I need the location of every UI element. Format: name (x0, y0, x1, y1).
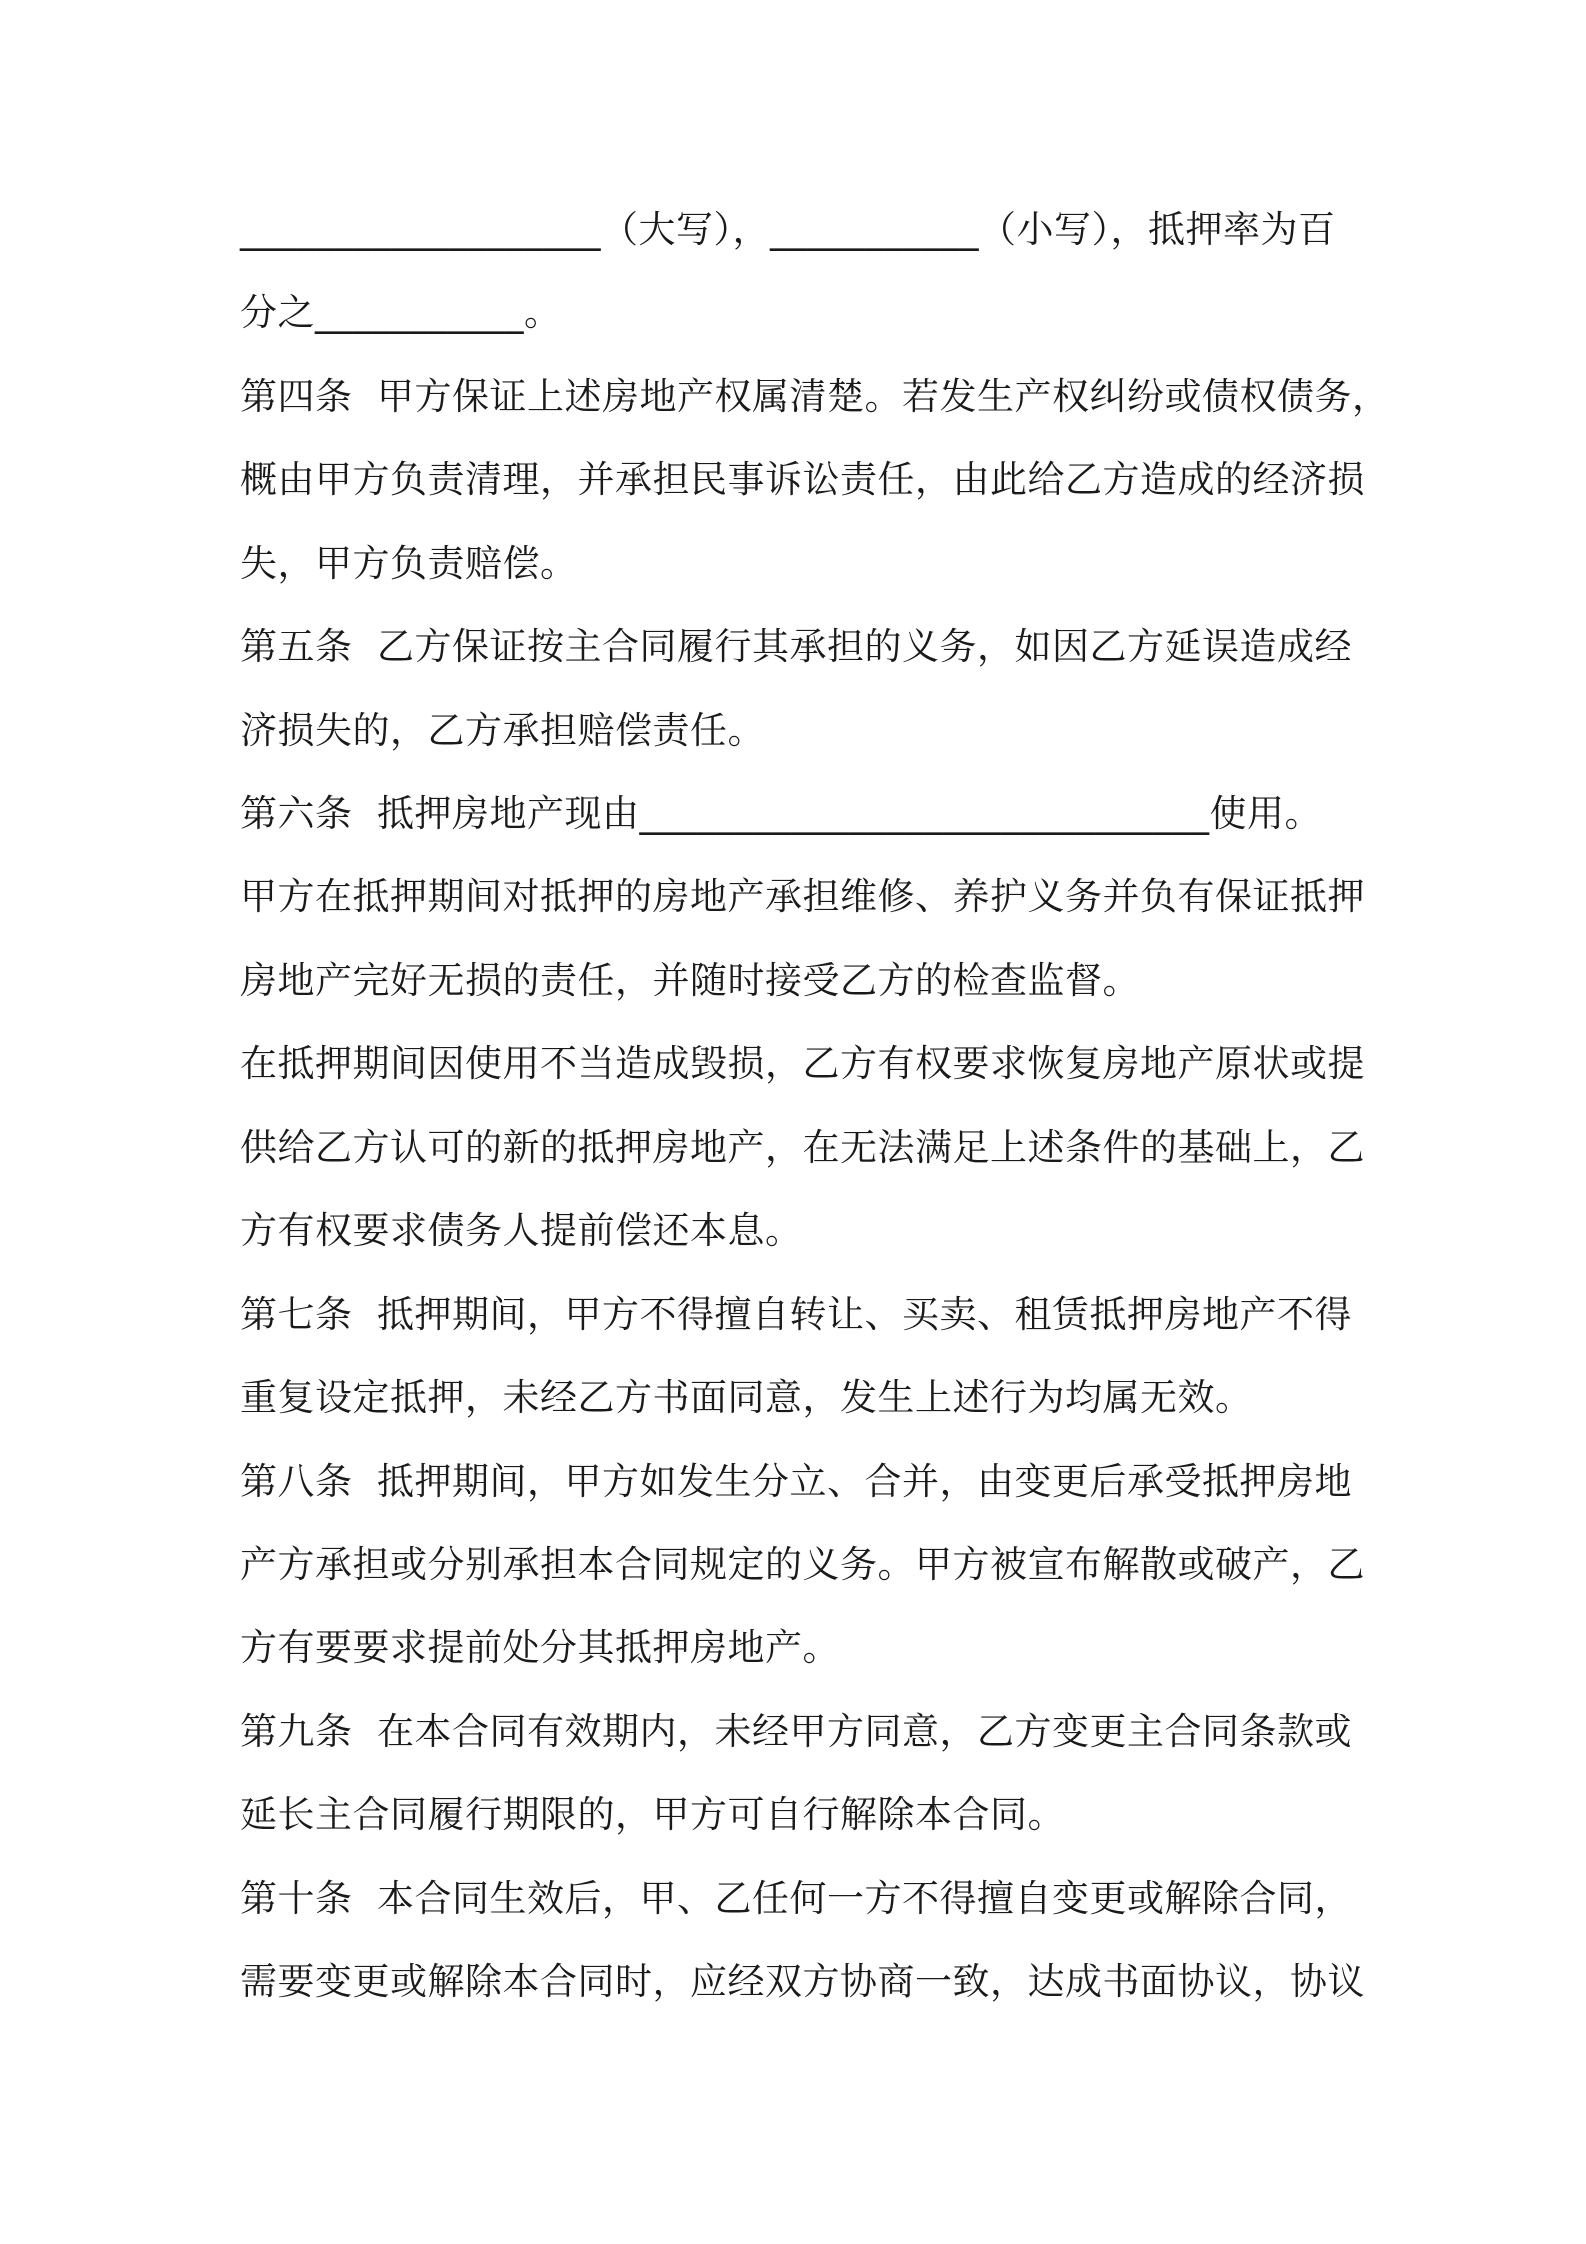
text-line: 第五条 乙方保证按主合同履行其承担的义务，如因乙方延误造成经 (240, 625, 1353, 668)
text-line: 分之___________。 (240, 291, 562, 334)
text-line: 失，甲方负责赔偿。 (240, 542, 578, 585)
text-line: 第八条 抵押期间，甲方如发生分立、合并，由变更后承受抵押房地 (240, 1460, 1353, 1503)
text-line: 供给乙方认可的新的抵押房地产，在无法满足上述条件的基础上，乙 (240, 1126, 1365, 1169)
text-line: 在抵押期间因使用不当造成毁损，乙方有权要求恢复房地产原状或提 (240, 1042, 1365, 1085)
text-line: 需要变更或解除本合同时，应经双方协商一致，达成书面协议，协议 (240, 1960, 1365, 2003)
text-line: 第四条 甲方保证上述房地产权属清楚。若发生产权纠纷或债权债务， (240, 375, 1390, 418)
text-line: 甲方在抵押期间对抵押的房地产承担维修、养护义务并负有保证抵押 (240, 875, 1365, 918)
text-line: 重复设定抵押，未经乙方书面同意，发生上述行为均属无效。 (240, 1376, 1253, 1419)
text-line: 第十条 本合同生效后，甲、乙任何一方不得擅自变更或解除合同， (240, 1877, 1353, 1920)
text-line: 方有要要求提前处分其抵押房地产。 (240, 1626, 840, 1669)
text-line: 产方承担或分别承担本合同规定的义务。甲方被宣布解散或破产，乙 (240, 1543, 1365, 1586)
text-line: 概由甲方负责清理，并承担民事诉讼责任，由此给乙方造成的经济损 (240, 458, 1365, 501)
text-line: 方有权要求债务人提前偿还本息。 (240, 1209, 803, 1252)
text-line: 济损失的，乙方承担赔偿责任。 (240, 709, 765, 752)
text-line: 第六条 抵押房地产现由______________________________使用。 (240, 792, 1323, 835)
text-line: 延长主合同履行期限的，甲方可自行解除本合同。 (240, 1793, 1065, 1836)
text-line: 第七条 抵押期间，甲方不得擅自转让、买卖、租赁抵押房地产不得 (240, 1293, 1353, 1336)
text-line: ___________________（大写），___________（小写），抵押率为百 (240, 208, 1336, 251)
text-line: 房地产完好无损的责任，并随时接受乙方的检查监督。 (240, 959, 1140, 1002)
text-line: 第九条 在本合同有效期内，未经甲方同意，乙方变更主合同条款或 (240, 1710, 1353, 1753)
